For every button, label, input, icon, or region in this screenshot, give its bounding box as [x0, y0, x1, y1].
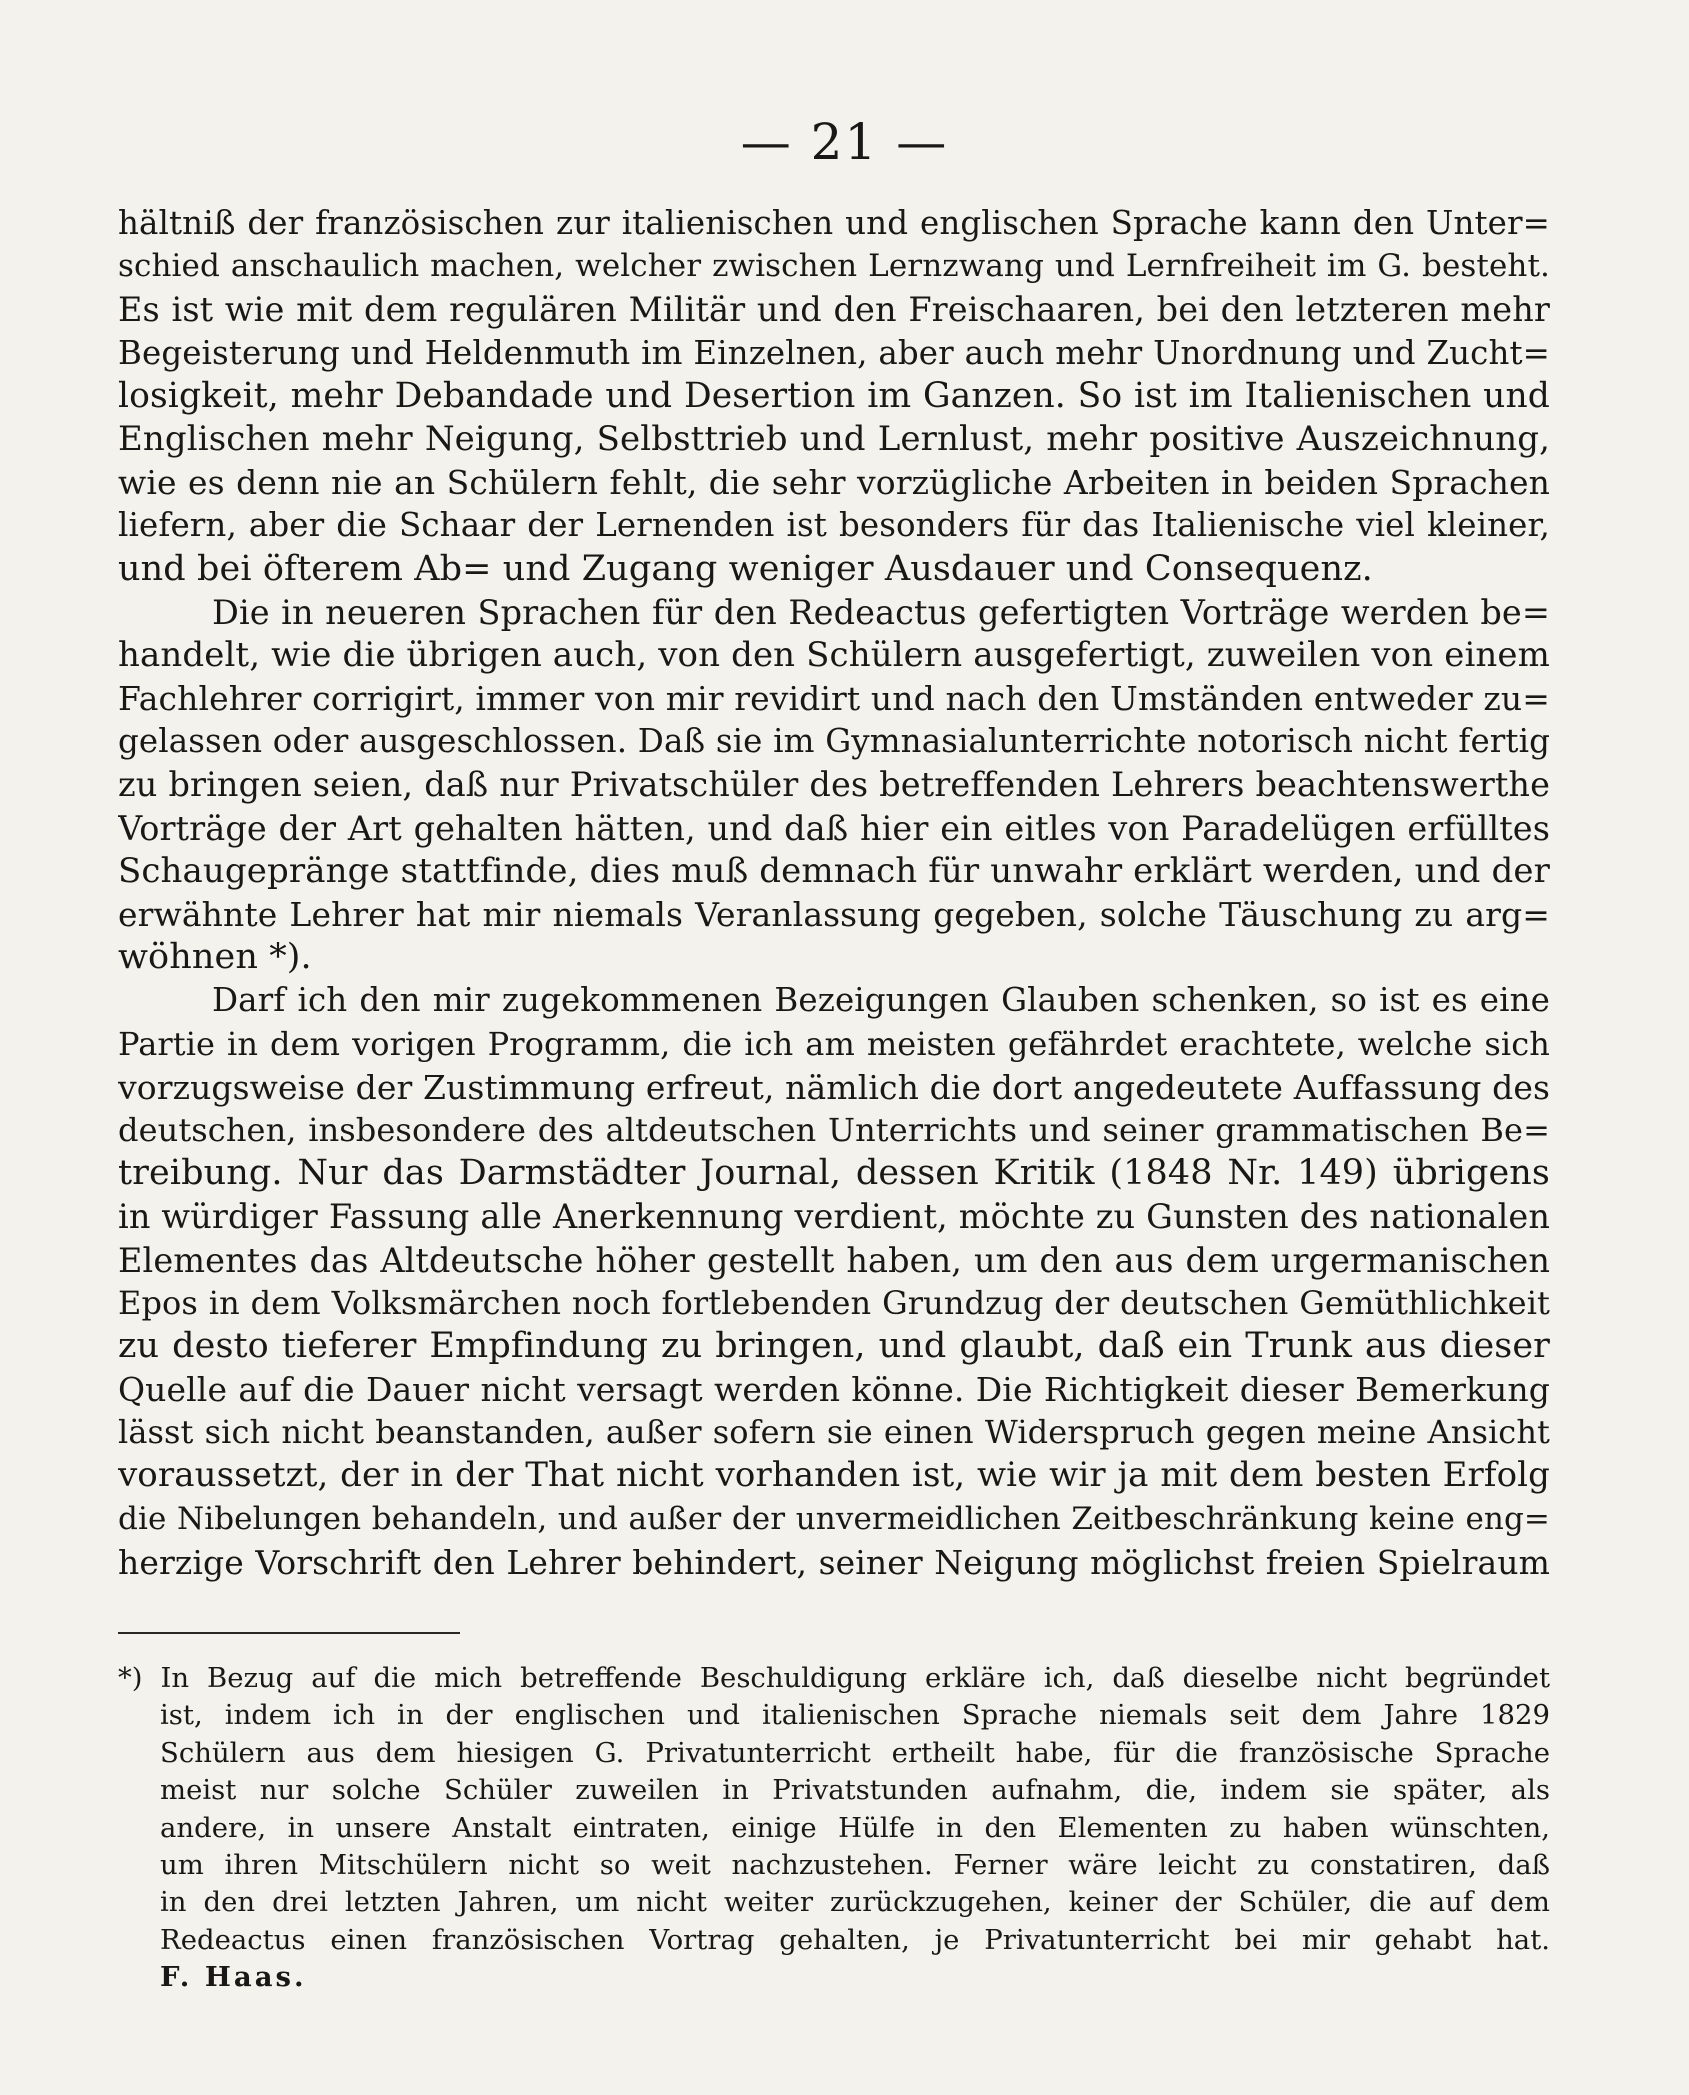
- text-line: schied anschaulich machen, welcher zwischen Lernzwang und Lernfreiheit im G. besteht.: [118, 248, 1550, 285]
- footnote-line: Redeactus einen französischen Vortrag gehalten, je Privatunterricht bei mir gehabt hat.: [160, 1923, 1550, 1956]
- text-line: Es ist wie mit dem regulären Militär und den Freischaaren, bei den letzteren mehr: [118, 290, 1550, 330]
- page-number: — 21 —: [740, 113, 949, 171]
- text-line: zu desto tieferer Empfindung zu bringen, und glaubt, daß ein Trunk aus dieser: [118, 1325, 1550, 1366]
- text-line: und bei öfterem Ab= und Zugang weniger Ausdauer und Consequenz.: [118, 548, 1373, 589]
- text-line: hältniß der französischen zur italienischen und englischen Sprache kann den Unter=: [118, 204, 1550, 242]
- text-line: losigkeit, mehr Debandade und Desertion im Ganzen. So ist im Italienischen und: [118, 375, 1550, 416]
- text-line: erwähnte Lehrer hat mir niemals Veranlassung gegeben, solche Täuschung zu arg=: [118, 895, 1550, 934]
- footnote-line: um ihren Mitschülern nicht so weit nachzustehen. Ferner wäre leicht zu constatiren, daß: [160, 1848, 1550, 1881]
- text-line: Englischen mehr Neigung, Selbsttrieb und Lernlust, mehr positive Auszeichnung,: [118, 418, 1550, 459]
- text-line: lässt sich nicht beanstanden, außer sofern sie einen Widerspruch gegen meine Ansicht: [118, 1413, 1550, 1452]
- text-line: wie es denn nie an Schülern fehlt, die sehr vorzügliche Arbeiten in beiden Sprachen: [118, 463, 1550, 503]
- footnote-line: meist nur solche Schüler zuweilen in Privatstunden aufnahm, die, indem sie später, als: [160, 1774, 1550, 1807]
- text-line: vorzugsweise der Zustimmung erfreut, nämlich die dort angedeutete Auffassung des: [118, 1067, 1550, 1107]
- text-line: liefern, aber die Schaar der Lernenden ist besonders für das Italienische viel kleiner,: [118, 506, 1550, 545]
- text-line: Die in neueren Sprachen für den Redeactus gefertigten Vorträge werden be=: [212, 592, 1550, 632]
- text-line: treibung. Nur das Darmstädter Journal, dessen Kritik (1848 Nr. 149) übrigens: [118, 1153, 1550, 1194]
- text-line: herzige Vorschrift den Lehrer behindert, seiner Neigung möglichst freien Spielraum: [118, 1542, 1550, 1582]
- text-line: wöhnen *).: [118, 937, 312, 978]
- text-line: Darf ich den mir zugekommenen Bezeigungen Glauben schenken, so ist es eine: [212, 981, 1550, 1020]
- footnote-signature: F. Haas.: [160, 1961, 307, 1994]
- text-line: Schaugepränge stattfinde, dies muß demnach für unwahr erklärt werden, und der: [118, 850, 1550, 891]
- text-line: zu bringen seien, daß nur Privatschüler des betreffenden Lehrers beachtenswerthe: [118, 765, 1550, 805]
- text-line: Quelle auf die Dauer nicht versagt werden könne. Die Richtigkeit dieser Bemerkung: [118, 1370, 1550, 1410]
- footnote-line: in den drei letzten Jahren, um nicht weiter zurückzugehen, keiner der Schüler, die auf dem: [160, 1886, 1550, 1919]
- text-line: Partie in dem vorigen Programm, die ich am meisten gefährdet erachtete, welche sich: [118, 1024, 1550, 1063]
- text-line: in würdiger Fassung alle Anerkennung verdient, möchte zu Gunsten des nationalen: [118, 1197, 1550, 1237]
- text-line: Vorträge der Art gehalten hätten, und daß hier ein eitles von Paradelügen erfülltes: [118, 808, 1550, 848]
- text-line: gelassen oder ausgeschlossen. Daß sie im Gymnasialunterrichte notorisch nicht fertig: [118, 722, 1550, 761]
- footnote-divider: [118, 1632, 460, 1634]
- text-line: die Nibelungen behandeln, und außer der unvermeidlichen Zeitbeschränkung keine eng=: [118, 1500, 1550, 1537]
- footnote: [118, 1660, 1550, 1997]
- text-line: Elementes das Altdeutsche höher gestellt haben, um den aus dem urgermanischen: [118, 1240, 1550, 1280]
- footnote-line: andere, in unsere Anstalt eintraten, einige Hülfe in den Elementen zu haben wünschten,: [160, 1811, 1550, 1844]
- text-line: voraussetzt, der in der That nicht vorhanden ist, wie wir ja mit dem besten Erfolg: [118, 1455, 1550, 1496]
- text-line: Epos in dem Volksmärchen noch fortlebenden Grundzug der deutschen Gemüthlichkeit: [118, 1283, 1550, 1322]
- footnote-line: ist, indem ich in der englischen und italienischen Sprache niemals seit dem Jahre 1829: [160, 1699, 1550, 1732]
- text-line: Fachlehrer corrigirt, immer von mir revidirt und nach den Umständen entweder zu=: [118, 679, 1550, 719]
- body-text: [118, 202, 1550, 1584]
- text-line: handelt, wie die übrigen auch, von den Schülern ausgefertigt, zuweilen von einem: [118, 634, 1550, 675]
- text-line: Begeisterung und Heldenmuth im Einzelnen, aber auch mehr Unordnung und Zucht=: [118, 333, 1550, 372]
- footnote-line: *) In Bezug auf die mich betreffende Beschuldigung erkläre ich, daß dieselbe nicht begründet: [118, 1662, 1550, 1694]
- text-line: deutschen, insbesondere des altdeutschen Unterrichts und seiner grammatischen Be=: [118, 1110, 1550, 1149]
- footnote-line: Schülern aus dem hiesigen G. Privatunterricht ertheilt habe, für die französische Sprache: [160, 1736, 1550, 1769]
